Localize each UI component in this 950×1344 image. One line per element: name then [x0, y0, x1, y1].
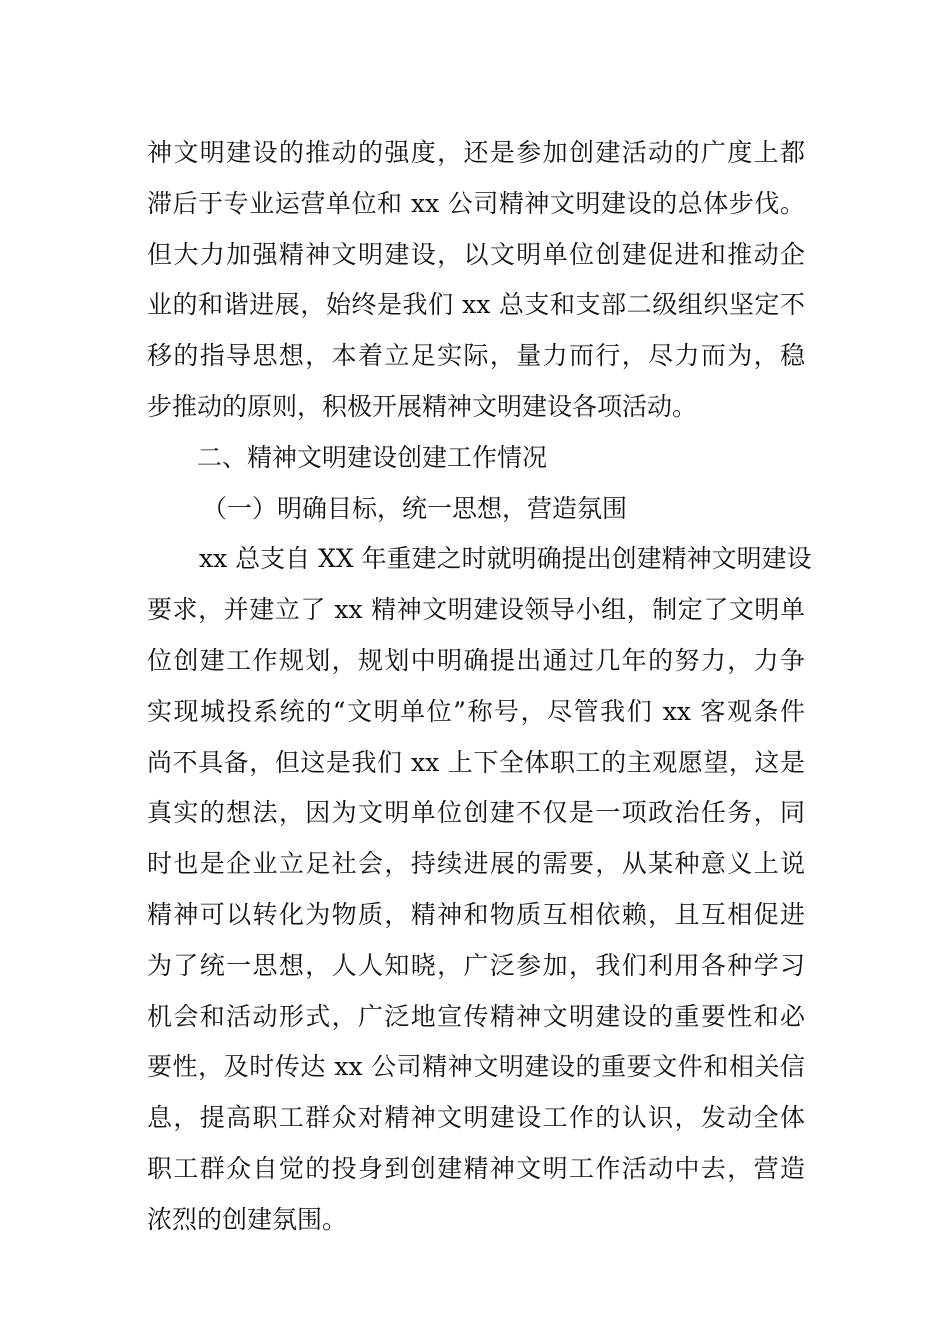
text-line: 时也是企业立足社会，持续进展的需要，从某种意义上说 — [147, 849, 805, 879]
text-line: 滞后于专业运营单位和 xx 公司精神文明建设的总体步伐。 — [147, 188, 805, 218]
subsection-heading: （一）明确目标，统一思想，营造氛围 — [202, 493, 628, 523]
text-line: 业的和谐进展，始终是我们 xx 总支和支部二级组织坚定不 — [147, 290, 805, 320]
text-line: 移的指导思想，本着立足实际，量力而行，尽力而为，稳 — [147, 341, 805, 371]
text-line: 步推动的原则，积极开展精神文明建设各项活动。 — [147, 391, 698, 421]
text-line: 真实的想法，因为文明单位创建不仅是一项政治任务，同 — [147, 798, 805, 828]
text-line: 要性，及时传达 xx 公司精神文明建设的重要文件和相关信 — [147, 1052, 805, 1082]
text-line: 神文明建设的推动的强度，还是参加创建活动的广度上都 — [147, 138, 805, 167]
text-line: 实现城投系统的“文明单位”称号，尽管我们 xx 客观条件 — [147, 696, 805, 726]
document-body — [147, 128, 812, 1246]
text-line: 要求，并建立了 xx 精神文明建设领导小组，制定了文明单 — [147, 595, 805, 625]
text-line: 息，提高职工群众对精神文明建设工作的认识，发动全体 — [147, 1103, 805, 1133]
paragraph — [147, 534, 812, 1245]
text-line: 精神可以转化为物质，精神和物质互相依赖，且互相促进 — [147, 899, 805, 929]
text-line: 但大力加强精神文明建设，以文明单位创建促进和推动企 — [147, 239, 805, 269]
section-heading: 二、精神文明建设创建工作情况 — [197, 442, 548, 472]
text-line: 职工群众自觉的投身到创建精神文明工作活动中去，营造 — [147, 1153, 805, 1183]
paragraph-continued — [147, 128, 805, 433]
text-line: 机会和活动形式，广泛地宣传精神文明建设的重要性和必 — [147, 1001, 805, 1031]
text-line: 为了统一思想，人人知晓，广泛参加，我们利用各种学习 — [147, 950, 805, 980]
text-line: 尚不具备，但这是我们 xx 上下全体职工的主观愿望，这是 — [147, 747, 805, 777]
text-line: xx 总支自 XX 年重建之时就明确提出创建精神文明建设 — [199, 544, 812, 574]
text-line: 浓烈的创建氛围。 — [147, 1204, 348, 1234]
text-line: 位创建工作规划，规划中明确提出通过几年的努力，力争 — [147, 645, 805, 675]
